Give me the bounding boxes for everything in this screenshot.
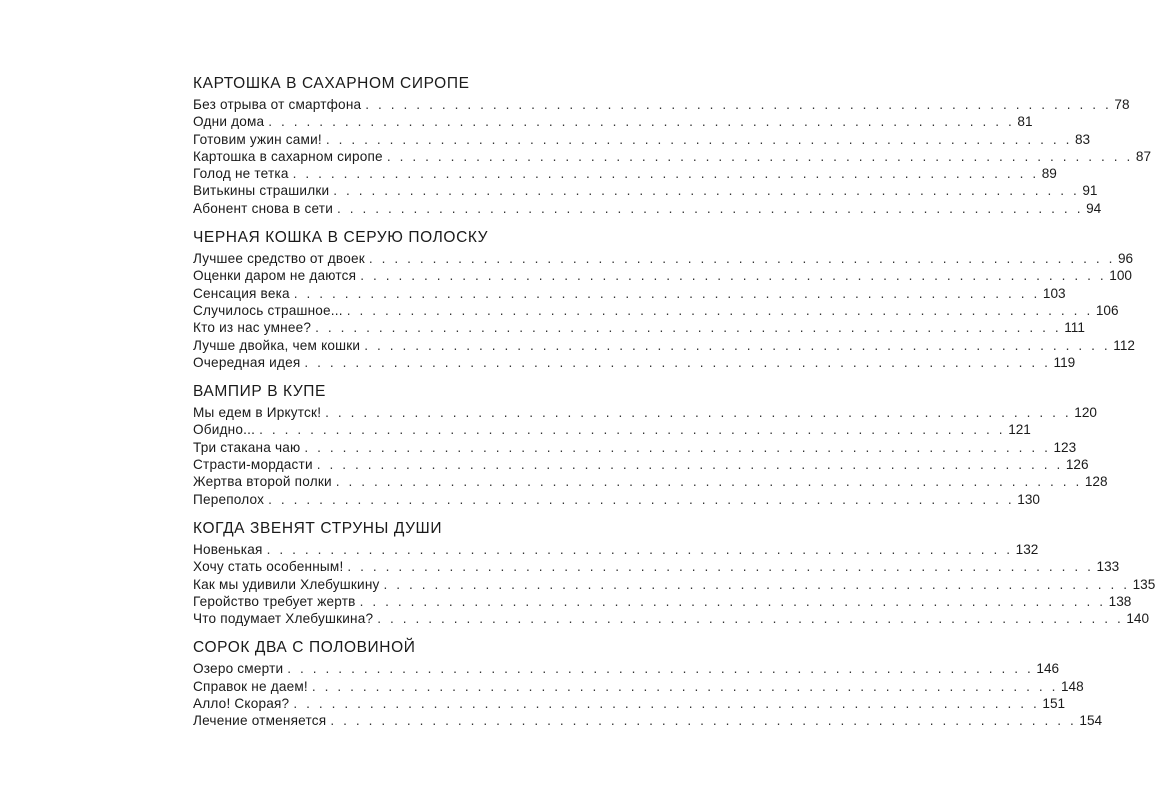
dot-leader: . . . . . . . . . . . . . . . . . . . . . . . . . . . . . . . . . . . . . . . . . . . . . . . . . . . . . . . . . . . <box>325 405 1072 421</box>
page-number: 96 <box>1117 251 1134 267</box>
entry-title: Мы едем в Иркутск! <box>193 405 322 421</box>
toc-entry <box>193 678 1084 695</box>
toc-entry <box>193 439 1077 456</box>
entry-title: Озеро смерти <box>193 661 284 677</box>
page-number: 103 <box>1042 285 1066 301</box>
page-number: 135 <box>1132 576 1155 592</box>
toc-entry <box>193 695 1066 712</box>
entry-title: Очередная идея <box>193 354 301 370</box>
entry-title: Справок не даем! <box>193 678 308 694</box>
page-number: 100 <box>1109 268 1132 284</box>
dot-leader: . . . . . . . . . . . . . . . . . . . . . . . . . . . . . . . . . . . . . . . . . . . . . . . . . . . . . . . . . . . <box>316 457 1063 473</box>
entry-title: Картошка в сахарном сиропе <box>193 148 383 164</box>
entry-title: Жертва второй полки <box>193 474 332 490</box>
toc-entry <box>193 337 1135 354</box>
dot-leader: . . . . . . . . . . . . . . . . . . . . . . . . . . . . . . . . . . . . . . . . . . . . . . . . . . . . . . . . . . . <box>336 200 1084 216</box>
entry-title: Витькины страшилки <box>193 183 330 199</box>
dot-leader: . . . . . . . . . . . . . . . . . . . . . . . . . . . . . . . . . . . . . . . . . . . . . . . . . . . . . . . . . . . <box>360 268 1107 284</box>
page-number: 78 <box>1114 97 1130 112</box>
page-number: 87 <box>1135 148 1152 164</box>
entry-title: Новенькая <box>193 541 263 557</box>
dot-leader: . . . . . . . . . . . . . . . . . . . . . . . . . . . . . . . . . . . . . . . . . . . . . . . . . . . . . . . . . . . <box>386 148 1133 164</box>
dot-leader: . . . . . . . . . . . . . . . . . . . . . . . . . . . . . . . . . . . . . . . . . . . . . . . . . . . . . . . . . . . <box>333 183 1080 199</box>
page-number: 126 <box>1065 457 1089 473</box>
entry-title: Обидно... <box>193 422 256 438</box>
dot-leader: . . . . . . . . . . . . . . . . . . . . . . . . . . . . . . . . . . . . . . . . . . . . . . . . . . . . . . . . . . . <box>259 422 1006 438</box>
entry-title: Геройство требует жертв <box>193 593 356 609</box>
toc-entry <box>193 610 1150 627</box>
entry-title: Оценки даром не даются <box>193 268 357 284</box>
toc-section <box>193 519 1155 627</box>
section-title: ЧЕРНАЯ КОШКА В СЕРУЮ ПОЛОСКУ <box>193 229 489 247</box>
entry-title: Лучшее средство от двоек <box>193 251 365 267</box>
section-title: ВАМПИР В КУПЕ <box>193 383 326 401</box>
entry-title: Сенсация века <box>193 285 290 301</box>
dot-leader: . . . . . . . . . . . . . . . . . . . . . . . . . . . . . . . . . . . . . . . . . . . . . . . . . . . . . . . . . . . <box>368 251 1115 267</box>
dot-leader: . . . . . . . . . . . . . . . . . . . . . . . . . . . . . . . . . . . . . . . . . . . . . . . . . . . . . . . . . . . <box>304 354 1051 370</box>
dot-leader: . . . . . . . . . . . . . . . . . . . . . . . . . . . . . . . . . . . . . . . . . . . . . . . . . . . . . . . . . . . <box>315 320 1062 336</box>
page-number: 94 <box>1086 200 1102 216</box>
page-number: 120 <box>1074 405 1097 421</box>
dot-leader: . . . . . . . . . . . . . . . . . . . . . . . . . . . . . . . . . . . . . . . . . . . . . . . . . . . . . . . . . . . <box>268 114 1015 130</box>
dot-leader: . . . . . . . . . . . . . . . . . . . . . . . . . . . . . . . . . . . . . . . . . . . . . . . . . . . . . . . . . . . <box>346 302 1093 318</box>
toc-entry <box>193 712 1103 729</box>
toc-entry <box>193 593 1132 610</box>
entry-title: Абонент снова в сети <box>193 200 333 216</box>
toc-entry <box>193 250 1134 267</box>
table-of-contents <box>193 74 1155 741</box>
page-number: 154 <box>1079 713 1103 729</box>
section-title: КАРТОШКА В САХАРНОМ СИРОПЕ <box>193 75 470 92</box>
toc-entry <box>193 421 1031 438</box>
page-number: 128 <box>1084 474 1108 490</box>
dot-leader: . . . . . . . . . . . . . . . . . . . . . . . . . . . . . . . . . . . . . . . . . . . . . . . . . . . . . . . . . . . <box>293 696 1040 712</box>
dot-leader: . . . . . . . . . . . . . . . . . . . . . . . . . . . . . . . . . . . . . . . . . . . . . . . . . . . . . . . . . . . <box>347 559 1094 575</box>
entry-title: Готовим ужин сами! <box>193 131 322 147</box>
page-number: 138 <box>1108 593 1132 609</box>
page-number: 111 <box>1064 320 1085 336</box>
toc-entry <box>193 96 1130 113</box>
page-number: 89 <box>1041 166 1057 182</box>
toc-entry <box>193 404 1097 421</box>
dot-leader: . . . . . . . . . . . . . . . . . . . . . . . . . . . . . . . . . . . . . . . . . . . . . . . . . . . . . . . . . . . <box>293 285 1040 301</box>
page-number: 119 <box>1053 354 1076 370</box>
toc-section <box>193 382 1108 508</box>
page-number: 133 <box>1096 559 1120 575</box>
page-number: 148 <box>1060 678 1084 694</box>
toc-section <box>193 228 1135 371</box>
toc-entry <box>193 267 1132 284</box>
page-number: 123 <box>1053 439 1077 455</box>
page-number: 121 <box>1008 422 1031 438</box>
page-number: 151 <box>1042 696 1066 712</box>
page-number: 140 <box>1126 611 1150 627</box>
dot-leader: . . . . . . . . . . . . . . . . . . . . . . . . . . . . . . . . . . . . . . . . . . . . . . . . . . . . . . . . . . . <box>330 713 1077 729</box>
page-number: 146 <box>1036 661 1060 677</box>
toc-entry <box>193 541 1039 558</box>
toc-entry <box>193 660 1060 677</box>
page-number: 132 <box>1015 541 1039 557</box>
entry-title: Что подумает Хлебушкина? <box>193 611 374 627</box>
toc-entry <box>193 113 1033 130</box>
dot-leader: . . . . . . . . . . . . . . . . . . . . . . . . . . . . . . . . . . . . . . . . . . . . . . . . . . . . . . . . . . . <box>377 611 1124 627</box>
toc-section <box>193 638 1103 729</box>
section-title: КОГДА ЗВЕНЯТ СТРУНЫ ДУШИ <box>193 519 443 537</box>
dot-leader: . . . . . . . . . . . . . . . . . . . . . . . . . . . . . . . . . . . . . . . . . . . . . . . . . . . . . . . . . . . <box>304 439 1051 455</box>
dot-leader: . . . . . . . . . . . . . . . . . . . . . . . . . . . . . . . . . . . . . . . . . . . . . . . . . . . . . . . . . . . <box>335 474 1082 490</box>
toc-entry <box>193 131 1091 148</box>
toc-entry <box>193 456 1089 473</box>
toc-entry <box>193 576 1155 593</box>
entry-title: Как мы удивили Хлебушкину <box>193 576 380 592</box>
dot-leader: . . . . . . . . . . . . . . . . . . . . . . . . . . . . . . . . . . . . . . . . . . . . . . . . . . . . . . . . . . . <box>287 661 1034 677</box>
entry-title: Страсти-мордасти <box>193 457 313 473</box>
entry-title: Хочу стать особенным! <box>193 559 344 575</box>
entry-title: Кто из нас умнее? <box>193 320 312 336</box>
entry-title: Переполох <box>193 491 265 507</box>
toc-entry <box>193 491 1040 508</box>
dot-leader: . . . . . . . . . . . . . . . . . . . . . . . . . . . . . . . . . . . . . . . . . . . . . . . . . . . . . . . . . . . <box>383 576 1130 592</box>
page-number: 106 <box>1095 302 1119 318</box>
entry-title: Одни дома <box>193 114 265 130</box>
dot-leader: . . . . . . . . . . . . . . . . . . . . . . . . . . . . . . . . . . . . . . . . . . . . . . . . . . . . . . . . . . . <box>292 166 1039 182</box>
entry-title: Случилось страшное... <box>193 302 343 318</box>
page-number: 91 <box>1082 183 1098 199</box>
toc-entry <box>193 182 1098 199</box>
page-number: 83 <box>1074 131 1091 147</box>
dot-leader: . . . . . . . . . . . . . . . . . . . . . . . . . . . . . . . . . . . . . . . . . . . . . . . . . . . . . . . . . . . <box>365 97 1112 112</box>
toc-entry <box>193 558 1120 575</box>
dot-leader: . . . . . . . . . . . . . . . . . . . . . . . . . . . . . . . . . . . . . . . . . . . . . . . . . . . . . . . . . . . <box>325 131 1072 147</box>
page-number: 130 <box>1017 491 1040 507</box>
section-title: СОРОК ДВА С ПОЛОВИНОЙ <box>193 639 416 657</box>
dot-leader: . . . . . . . . . . . . . . . . . . . . . . . . . . . . . . . . . . . . . . . . . . . . . . . . . . . . . . . . . . . <box>268 491 1015 507</box>
entry-title: Лечение отменяется <box>193 713 327 729</box>
entry-title: Алло! Скорая? <box>193 696 290 712</box>
entry-title: Три стакана чаю <box>193 439 301 455</box>
dot-leader: . . . . . . . . . . . . . . . . . . . . . . . . . . . . . . . . . . . . . . . . . . . . . . . . . . . . . . . . . . . <box>311 678 1058 694</box>
page-number: 112 <box>1113 337 1135 353</box>
dot-leader: . . . . . . . . . . . . . . . . . . . . . . . . . . . . . . . . . . . . . . . . . . . . . . . . . . . . . . . . . . . <box>359 593 1106 609</box>
entry-title: Лучше двойка, чем кошки <box>193 337 361 353</box>
page-number: 81 <box>1017 114 1033 130</box>
dot-leader: . . . . . . . . . . . . . . . . . . . . . . . . . . . . . . . . . . . . . . . . . . . . . . . . . . . . . . . . . . . <box>266 541 1013 557</box>
entry-title: Голод не тетка <box>193 166 289 182</box>
toc-entry <box>193 285 1066 302</box>
dot-leader: . . . . . . . . . . . . . . . . . . . . . . . . . . . . . . . . . . . . . . . . . . . . . . . . . . . . . . . . . . . <box>364 337 1111 353</box>
toc-section <box>193 74 1152 217</box>
toc-entry <box>193 302 1119 319</box>
toc-entry <box>193 319 1085 336</box>
toc-entry <box>193 354 1076 371</box>
toc-entry <box>193 148 1152 165</box>
toc-entry <box>193 200 1102 217</box>
toc-entry <box>193 473 1108 490</box>
entry-title: Без отрыва от смартфона <box>193 97 362 112</box>
toc-entry <box>193 165 1057 182</box>
